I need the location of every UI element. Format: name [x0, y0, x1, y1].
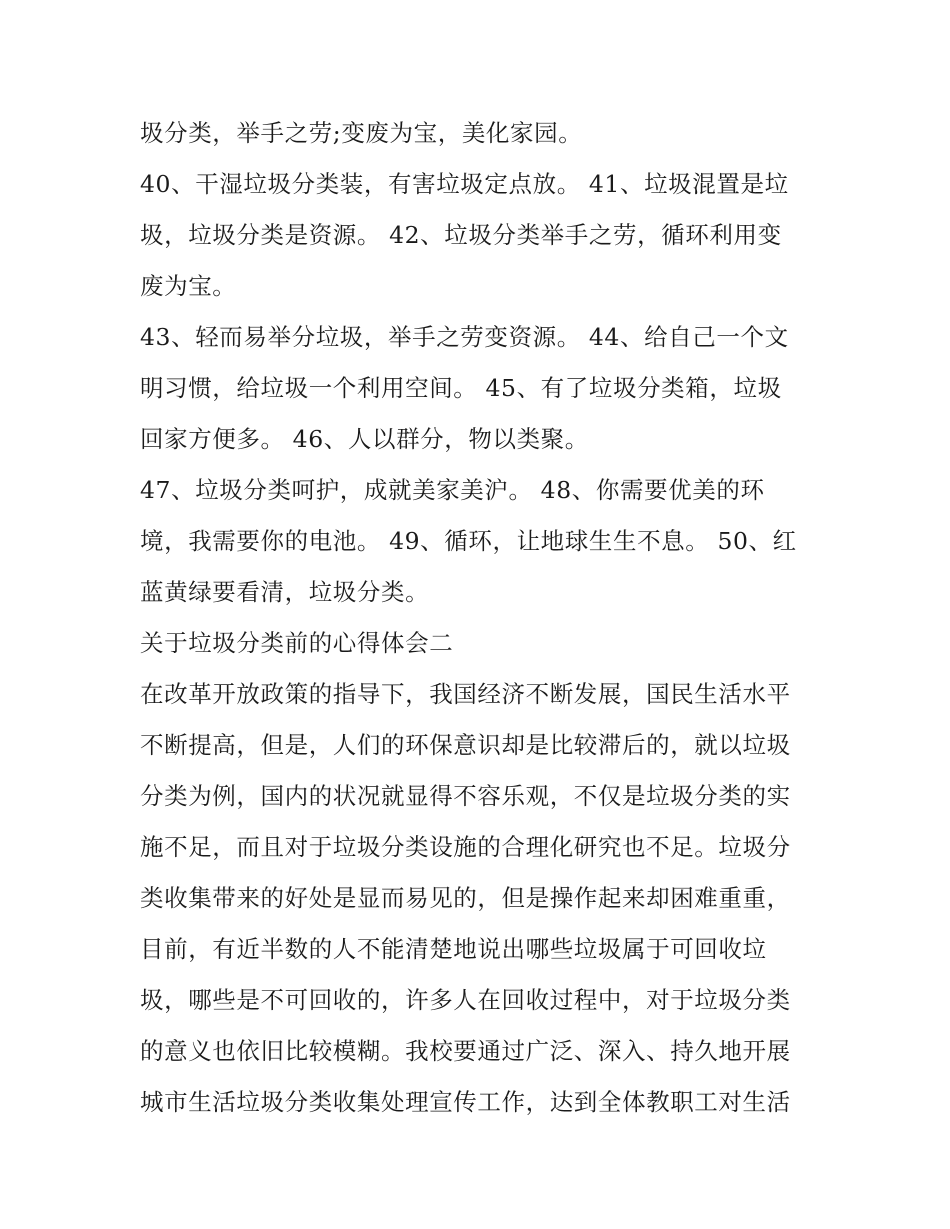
body-paragraph-line: 目前，有近半数的人不能清楚地说出哪些垃圾属于可回收垃 [140, 935, 767, 963]
slogan-line: 47、垃圾分类呵护，成就美家美沪。 48、你需要优美的环 [140, 476, 765, 504]
slogan-line: 43、轻而易举分垃圾，举手之劳变资源。 44、给自己一个文 [140, 323, 789, 351]
body-paragraph-line: 的意义也依旧比较模糊。我校要通过广泛、深入、持久地开展 [140, 1037, 791, 1065]
body-paragraph-line: 分类为例，国内的状况就显得不容乐观，不仅是垃圾分类的实 [140, 782, 791, 810]
document-page [140, 108, 820, 1128]
slogan-line: 明习惯，给垃圾一个利用空间。 45、有了垃圾分类箱，垃圾 [140, 374, 782, 402]
slogan-line: 废为宝。 [140, 272, 237, 300]
body-paragraph-line: 施不足，而且对于垃圾分类设施的合理化研究也不足。垃圾分 [140, 833, 791, 861]
body-paragraph-line: 在改革开放政策的指导下，我国经济不断发展，国民生活水平 [140, 680, 791, 708]
body-paragraph-line: 不断提高，但是，人们的环保意识却是比较滞后的，就以垃圾 [140, 731, 791, 759]
body-paragraph-line: 类收集带来的好处是显而易见的，但是操作起来却困难重重， [140, 884, 791, 912]
section-heading: 关于垃圾分类前的心得体会二 [140, 629, 454, 657]
slogan-line: 圾分类，举手之劳;变废为宝，美化家园。 [140, 119, 583, 147]
slogan-line: 圾，垃圾分类是资源。 42、垃圾分类举手之劳，循环利用变 [140, 221, 782, 249]
slogan-line: 蓝黄绿要看清，垃圾分类。 [140, 578, 430, 606]
body-paragraph-line: 城市生活垃圾分类收集处理宣传工作，达到全体教职工对生活 [140, 1088, 791, 1116]
body-paragraph-line: 圾，哪些是不可回收的，许多人在回收过程中，对于垃圾分类 [140, 986, 791, 1014]
slogan-line: 40、干湿垃圾分类装，有害垃圾定点放。 41、垃圾混置是垃 [140, 170, 789, 198]
slogan-line: 境，我需要你的电池。 49、循环，让地球生生不息。 50、红 [140, 527, 797, 555]
slogan-line: 回家方便多。 46、人以群分，物以类聚。 [140, 425, 589, 453]
